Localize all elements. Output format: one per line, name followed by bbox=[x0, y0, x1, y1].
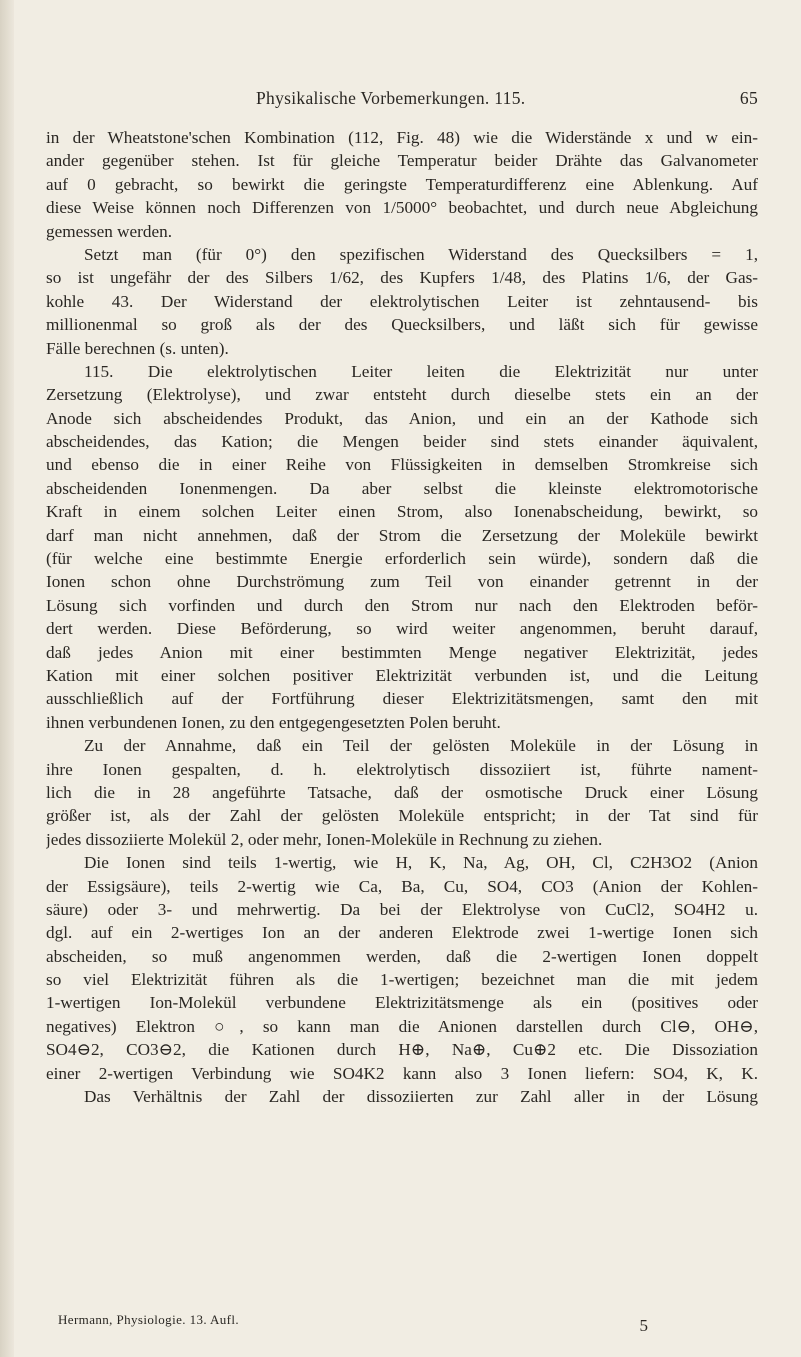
text-line: auf 0 gebracht, so bewirkt die geringste Temperaturdifferenz eine Ablenkung. Auf bbox=[46, 174, 758, 194]
text-line: dgl. auf ein 2-wertiges Ion an der anderen Elektrode zwei 1-wertige Ionen sich bbox=[46, 923, 758, 943]
section-heading-line: 115. Die elektrolytischen Leiter leiten die Elektrizität nur unter bbox=[84, 361, 758, 381]
text-line: säure) oder 3- und mehrwertig. Da bei der Elektrolyse von CuCl2, SO4H2 u. bbox=[46, 899, 758, 919]
text-line: in der Wheatstone'schen Kombination (112, Fig. 48) wie die Widerstände x und w ein- bbox=[46, 128, 758, 147]
text-line: jedes dissoziierte Molekül 2, oder mehr, Ionen-Moleküle in Rechnung zu ziehen. bbox=[46, 829, 603, 849]
text-line: Setzt man (für 0°) den spezifischen Widerstand des Quecksilbers = 1, bbox=[84, 244, 758, 264]
text-line: (für welche eine bestimmte Energie erforderlich sein würde), sondern daß die bbox=[46, 549, 758, 569]
text-line: und ebenso die in einer Reihe von Flüssigkeiten in demselben Stromkreise sich bbox=[46, 455, 758, 475]
running-title: Physikalische Vorbemerkungen. 115. bbox=[256, 88, 526, 108]
text-line: ander gegenüber stehen. Ist für gleiche Temperatur beider Drähte das Galvanometer bbox=[46, 151, 758, 171]
text-line: kohle 43. Der Widerstand der elektrolytischen Leiter ist zehntausend- bis bbox=[46, 291, 758, 311]
text-line: lich die in 28 angeführte Tatsache, daß der osmotische Druck einer Lösung bbox=[46, 782, 758, 802]
text-line: ihnen verbundenen Ionen, zu den entgegengesetzten Polen beruht. bbox=[46, 712, 501, 732]
text-line: Zersetzung (Elektrolyse), und zwar entsteht durch dieselbe stets ein an der bbox=[46, 385, 758, 405]
text-line: diese Weise können noch Differenzen von 1/5000° beobachtet, und durch neue Abgleichung bbox=[46, 198, 758, 218]
text-line: SO4⊖2, CO3⊖2, die Kationen durch H⊕, Na⊕, Cu⊕2 etc. Die Dissoziation bbox=[46, 1040, 758, 1060]
text-line: so viel Elektrizität führen als die 1-wertigen; bezeichnet man die mit jedem bbox=[46, 970, 758, 990]
text-line: Lösung sich vorfinden und durch den Strom nur nach den Elektroden beför- bbox=[46, 595, 758, 615]
text-line: Die Ionen sind teils 1-wertig, wie H, K, Na, Ag, OH, Cl, C2H3O2 (Anion bbox=[84, 853, 758, 873]
text-line: einer 2-wertigen Verbindung wie SO4K2 kann also 3 Ionen liefern: SO4, K, K. bbox=[46, 1063, 758, 1083]
page-number: 65 bbox=[739, 88, 758, 108]
signature-mark: 5 bbox=[639, 1316, 648, 1335]
text-line: Kation mit einer solchen positiver Elektrizität verbunden ist, und die Leitung bbox=[46, 665, 758, 685]
text-line: daß jedes Anion mit einer bestimmten Menge negativer Elektrizität, jedes bbox=[46, 642, 758, 662]
text-line: Das Verhältnis der Zahl der dissoziierten zur Zahl aller in der Lösung bbox=[84, 1087, 758, 1107]
text-line: millionenmal so groß als der des Quecksilbers, und läßt sich für gewisse bbox=[46, 315, 758, 335]
page-footer bbox=[58, 1312, 758, 1334]
book-reference: Hermann, Physiologie. 13. Aufl. bbox=[58, 1312, 240, 1327]
text-line: abscheidenden Ionenmengen. Da aber selbst die kleinste elektromotorische bbox=[46, 478, 758, 498]
text-line: Kraft in einem solchen Leiter einen Strom, also Ionenabscheidung, bewirkt, so bbox=[46, 502, 758, 522]
text-line: Anode sich abscheidendes Produkt, das Anion, und ein an der Kathode sich bbox=[46, 408, 758, 428]
text-line: negatives) Elektron ○, so kann man die Anionen darstellen durch Cl⊖, OH⊖, bbox=[46, 1016, 758, 1036]
text-line: größer ist, als der Zahl der gelösten Moleküle entspricht; in der Tat sind für bbox=[46, 806, 758, 826]
running-header bbox=[46, 88, 758, 114]
text-line: Fälle berechnen (s. unten). bbox=[46, 338, 229, 358]
text-line: abscheidendes, das Kation; die Mengen beider sind stets einander äquivalent, bbox=[46, 432, 758, 452]
text-line: darf man nicht annehmen, daß der Strom die Zersetzung der Moleküle bewirkt bbox=[46, 525, 758, 545]
text-line: der Essigsäure), teils 2-wertig wie Ca, Ba, Cu, SO4, CO3 (Anion der Kohlen- bbox=[46, 876, 758, 896]
page-edge-shadow bbox=[0, 0, 14, 1357]
text-line: dert werden. Diese Beförderung, so wird weiter angenommen, beruht darauf, bbox=[46, 619, 758, 639]
text-line: abscheiden, so muß angenommen werden, daß die 2-wertigen Ionen doppelt bbox=[46, 946, 758, 966]
text-line: ihre Ionen gespalten, d. h. elektrolytisch dissoziiert ist, führte nament- bbox=[46, 759, 758, 779]
text-line: Zu der Annahme, daß ein Teil der gelösten Moleküle in der Lösung in bbox=[84, 736, 758, 756]
body-text bbox=[46, 126, 758, 1108]
text-line: so ist ungefähr der des Silbers 1/62, des Kupfers 1/48, des Platins 1/6, der Gas- bbox=[46, 268, 758, 288]
text-line: ausschließlich auf der Fortführung dieser Elektrizitätsmengen, samt den mit bbox=[46, 689, 758, 709]
text-line: gemessen werden. bbox=[46, 221, 172, 241]
text-line: Ionen schon ohne Durchströmung zum Teil von einander getrennt in der bbox=[46, 572, 758, 592]
text-line: 1-wertigen Ion-Molekül verbundene Elektrizitätsmenge als ein (positives oder bbox=[46, 993, 758, 1013]
